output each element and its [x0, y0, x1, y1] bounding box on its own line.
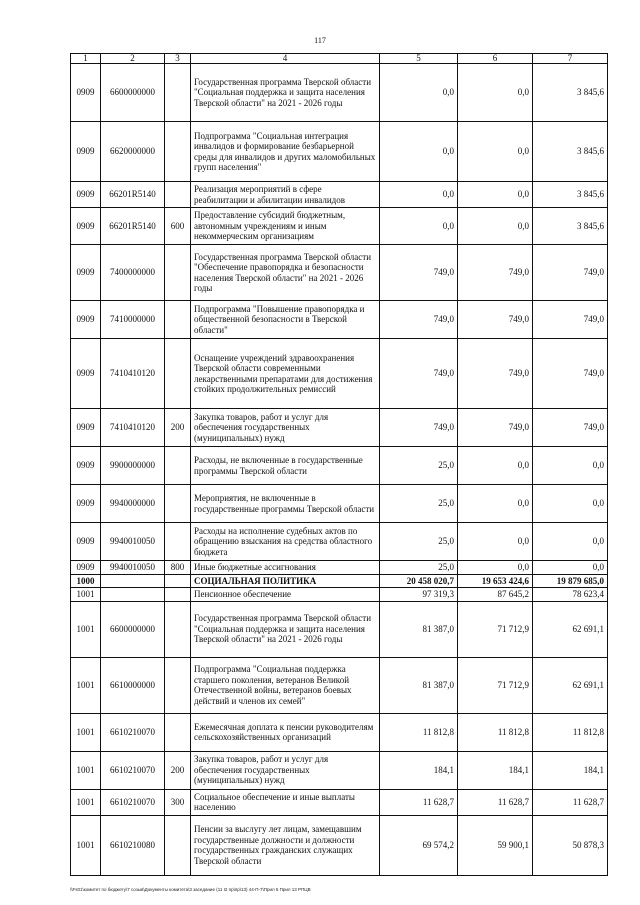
- amount-2026-cell: 0,0: [533, 561, 608, 575]
- table-row: [71, 485, 608, 523]
- item-name-cell: Иные бюджетные ассигнования: [191, 561, 380, 575]
- section-code-cell: 0909: [71, 447, 101, 485]
- section-code-cell: 1001: [71, 815, 101, 875]
- amount-2024-cell: 749,0: [380, 301, 458, 339]
- table-row: [71, 301, 608, 339]
- section-code-cell: 1001: [71, 657, 101, 713]
- amount-2025-cell: 71 712,9: [458, 657, 533, 713]
- table-row: [71, 122, 608, 182]
- amount-2026-cell: 62 691,1: [533, 601, 608, 657]
- amount-2024-cell: 749,0: [380, 409, 458, 447]
- header-row: [71, 54, 608, 64]
- amount-2026-cell: 749,0: [533, 409, 608, 447]
- item-name-cell: Реализация мероприятий в сфере реабилитации и абилитации инвалидов: [191, 182, 380, 208]
- amount-2025-cell: 0,0: [458, 447, 533, 485]
- amount-2025-cell: 184,1: [458, 751, 533, 789]
- column-header: 5: [380, 54, 458, 64]
- section-code-cell: 0909: [71, 122, 101, 182]
- amount-2025-cell: 749,0: [458, 301, 533, 339]
- table-row: [71, 561, 608, 575]
- amount-2026-cell: 78 623,4: [533, 588, 608, 602]
- expense-type-cell: [165, 485, 191, 523]
- amount-2026-cell: 62 691,1: [533, 657, 608, 713]
- amount-2025-cell: 0,0: [458, 64, 533, 122]
- table-row: [71, 182, 608, 208]
- expense-type-cell: 600: [165, 208, 191, 245]
- amount-2024-cell: 69 574,2: [380, 815, 458, 875]
- column-header: 7: [533, 54, 608, 64]
- table-row: [71, 713, 608, 751]
- column-header: 1: [71, 54, 101, 64]
- amount-2025-cell: 11 812,8: [458, 713, 533, 751]
- target-code-cell: 9940010050: [101, 523, 165, 561]
- target-code-cell: 7410410120: [101, 339, 165, 409]
- target-code-cell: 6610210070: [101, 789, 165, 815]
- amount-2026-cell: 11 812,8: [533, 713, 608, 751]
- target-code-cell: [101, 588, 165, 602]
- amount-2026-cell: 19 879 685,0: [533, 574, 608, 588]
- item-name-cell: Государственная программа Тверской области "Обеспечение правопорядка и безопасности населения Тверской области" на 2021 - 2026 годы: [191, 245, 380, 301]
- amount-2025-cell: 59 900,1: [458, 815, 533, 875]
- table-row: [71, 447, 608, 485]
- amount-2024-cell: 97 319,3: [380, 588, 458, 602]
- expense-type-cell: [165, 301, 191, 339]
- item-name-cell: Закупка товаров, работ и услуг для обеспечения государственных (муниципальных) нужд: [191, 751, 380, 789]
- amount-2024-cell: 81 387,0: [380, 657, 458, 713]
- column-header: 2: [101, 54, 165, 64]
- amount-2025-cell: 0,0: [458, 122, 533, 182]
- section-code-cell: 0909: [71, 208, 101, 245]
- table-row: [71, 789, 608, 815]
- item-name-cell: СОЦИАЛЬНАЯ ПОЛИТИКА: [191, 574, 380, 588]
- section-code-cell: 1001: [71, 789, 101, 815]
- table-row: [71, 601, 608, 657]
- item-name-cell: Государственная программа Тверской области "Социальная поддержка и защита населения Тверской области" на 2021 - 2026 годы: [191, 601, 380, 657]
- section-code-cell: 0909: [71, 409, 101, 447]
- item-name-cell: Предоставление субсидий бюджетным, автономным учреждениям и иным некоммерческим организациям: [191, 208, 380, 245]
- target-code-cell: 66201R5140: [101, 208, 165, 245]
- amount-2024-cell: 749,0: [380, 245, 458, 301]
- target-code-cell: [101, 574, 165, 588]
- amount-2026-cell: 749,0: [533, 245, 608, 301]
- target-code-cell: 7410410120: [101, 409, 165, 447]
- expense-type-cell: [165, 64, 191, 122]
- expense-type-cell: 300: [165, 789, 191, 815]
- amount-2025-cell: 0,0: [458, 523, 533, 561]
- expense-type-cell: [165, 657, 191, 713]
- amount-2025-cell: 749,0: [458, 245, 533, 301]
- item-name-cell: Расходы на исполнение судебных актов по обращению взыскания на средства областного бюджета: [191, 523, 380, 561]
- target-code-cell: 9940000000: [101, 485, 165, 523]
- expense-type-cell: 200: [165, 751, 191, 789]
- target-code-cell: 6600000000: [101, 64, 165, 122]
- expense-type-cell: [165, 122, 191, 182]
- expense-type-cell: [165, 339, 191, 409]
- target-code-cell: 6610000000: [101, 657, 165, 713]
- section-code-cell: 1001: [71, 588, 101, 602]
- expense-type-cell: [165, 815, 191, 875]
- section-code-cell: 1000: [71, 574, 101, 588]
- expense-type-cell: 200: [165, 409, 191, 447]
- section-code-cell: 1001: [71, 751, 101, 789]
- amount-2025-cell: 0,0: [458, 182, 533, 208]
- item-name-cell: Подпрограмма "Повышение правопорядка и общественной безопасности в Тверской области": [191, 301, 380, 339]
- amount-2026-cell: 3 845,6: [533, 182, 608, 208]
- amount-2025-cell: 749,0: [458, 409, 533, 447]
- amount-2025-cell: 71 712,9: [458, 601, 533, 657]
- amount-2026-cell: 3 845,6: [533, 64, 608, 122]
- amount-2024-cell: 0,0: [380, 122, 458, 182]
- table-row: [71, 751, 608, 789]
- table-row: [71, 339, 608, 409]
- item-name-cell: Социальное обеспечение и иные выплаты населению: [191, 789, 380, 815]
- amount-2026-cell: 0,0: [533, 447, 608, 485]
- amount-2026-cell: 749,0: [533, 339, 608, 409]
- amount-2024-cell: 11 628,7: [380, 789, 458, 815]
- amount-2024-cell: 184,1: [380, 751, 458, 789]
- page-number: 117: [314, 36, 326, 45]
- amount-2026-cell: 749,0: [533, 301, 608, 339]
- amount-2024-cell: 0,0: [380, 208, 458, 245]
- target-code-cell: 6610210080: [101, 815, 165, 875]
- amount-2024-cell: 25,0: [380, 447, 458, 485]
- section-code-cell: 0909: [71, 523, 101, 561]
- table-row: [71, 574, 608, 588]
- table-row: [71, 815, 608, 875]
- table-row: [71, 588, 608, 602]
- table-row: [71, 208, 608, 245]
- amount-2024-cell: 0,0: [380, 64, 458, 122]
- amount-2026-cell: 11 628,7: [533, 789, 608, 815]
- amount-2026-cell: 3 845,6: [533, 208, 608, 245]
- expense-type-cell: [165, 182, 191, 208]
- section-code-cell: 0909: [71, 339, 101, 409]
- section-code-cell: 0909: [71, 64, 101, 122]
- target-code-cell: 6610210070: [101, 751, 165, 789]
- table-row: [71, 657, 608, 713]
- item-name-cell: Подпрограмма "Социальная поддержка старшего поколения, ветеранов Великой Отечественной войны, ветеранов боевых действий и членов их семей": [191, 657, 380, 713]
- item-name-cell: Пенсии за выслугу лет лицам, замещавшим государственные должности и должности государственных гражданских служащих Тверской области: [191, 815, 380, 875]
- expense-type-cell: [165, 447, 191, 485]
- section-code-cell: 1001: [71, 601, 101, 657]
- expense-type-cell: [165, 713, 191, 751]
- target-code-cell: 6600000000: [101, 601, 165, 657]
- amount-2024-cell: 25,0: [380, 561, 458, 575]
- expense-type-cell: [165, 245, 191, 301]
- column-header: 6: [458, 54, 533, 64]
- table-row: [71, 409, 608, 447]
- section-code-cell: 0909: [71, 561, 101, 575]
- amount-2026-cell: 3 845,6: [533, 122, 608, 182]
- item-name-cell: Расходы, не включенные в государственные программы Тверской области: [191, 447, 380, 485]
- target-code-cell: 7400000000: [101, 245, 165, 301]
- target-code-cell: 66201R5140: [101, 182, 165, 208]
- table-row: [71, 245, 608, 301]
- column-header: 4: [191, 54, 380, 64]
- amount-2024-cell: 749,0: [380, 339, 458, 409]
- expense-type-cell: [165, 523, 191, 561]
- amount-2026-cell: 0,0: [533, 485, 608, 523]
- expense-type-cell: [165, 574, 191, 588]
- target-code-cell: 9940010050: [101, 561, 165, 575]
- section-code-cell: 0909: [71, 301, 101, 339]
- item-name-cell: Государственная программа Тверской области "Социальная поддержка и защита населения Тверской области" на 2021 - 2026 годы: [191, 64, 380, 122]
- amount-2026-cell: 50 878,3: [533, 815, 608, 875]
- amount-2025-cell: 749,0: [458, 339, 533, 409]
- amount-2024-cell: 0,0: [380, 182, 458, 208]
- amount-2024-cell: 25,0: [380, 523, 458, 561]
- section-code-cell: 0909: [71, 245, 101, 301]
- amount-2024-cell: 11 812,8: [380, 713, 458, 751]
- amount-2024-cell: 20 458 020,7: [380, 574, 458, 588]
- expense-type-cell: 800: [165, 561, 191, 575]
- target-code-cell: 6610210070: [101, 713, 165, 751]
- target-code-cell: 6620000000: [101, 122, 165, 182]
- item-name-cell: Оснащение учреждений здравоохранения Тверской области современными лекарственными препаратами для достижения стойких продолжительных ремиссий: [191, 339, 380, 409]
- amount-2026-cell: 0,0: [533, 523, 608, 561]
- file-path-footer: \\Fs01\комитет по бюджету\7 созыв\Документы комитета\3 заседание (11 I2 пр\пр\13) 44-П-7\Прил 5 Прил 13 РПЦВ: [70, 887, 311, 892]
- expense-type-cell: [165, 601, 191, 657]
- amount-2025-cell: 0,0: [458, 561, 533, 575]
- column-header: 3: [165, 54, 191, 64]
- section-code-cell: 0909: [71, 182, 101, 208]
- expense-type-cell: [165, 588, 191, 602]
- amount-2026-cell: 184,1: [533, 751, 608, 789]
- item-name-cell: Пенсионное обеспечение: [191, 588, 380, 602]
- section-code-cell: 0909: [71, 485, 101, 523]
- amount-2024-cell: 81 387,0: [380, 601, 458, 657]
- table-row: [71, 523, 608, 561]
- item-name-cell: Мероприятия, не включенные в государственные программы Тверской области: [191, 485, 380, 523]
- table-row: [71, 64, 608, 122]
- amount-2025-cell: 87 645,2: [458, 588, 533, 602]
- target-code-cell: 7410000000: [101, 301, 165, 339]
- section-code-cell: 1001: [71, 713, 101, 751]
- item-name-cell: Закупка товаров, работ и услуг для обеспечения государственных (муниципальных) нужд: [191, 409, 380, 447]
- amount-2025-cell: 19 653 424,6: [458, 574, 533, 588]
- budget-table: [70, 53, 608, 876]
- amount-2025-cell: 0,0: [458, 208, 533, 245]
- amount-2025-cell: 0,0: [458, 485, 533, 523]
- amount-2024-cell: 25,0: [380, 485, 458, 523]
- item-name-cell: Ежемесячная доплата к пенсии руководителям сельскохозяйственных организаций: [191, 713, 380, 751]
- item-name-cell: Подпрограмма "Социальная интеграция инвалидов и формирование безбарьерной среды для инвалидов и других маломобильных групп населения": [191, 122, 380, 182]
- target-code-cell: 9900000000: [101, 447, 165, 485]
- amount-2025-cell: 11 628,7: [458, 789, 533, 815]
